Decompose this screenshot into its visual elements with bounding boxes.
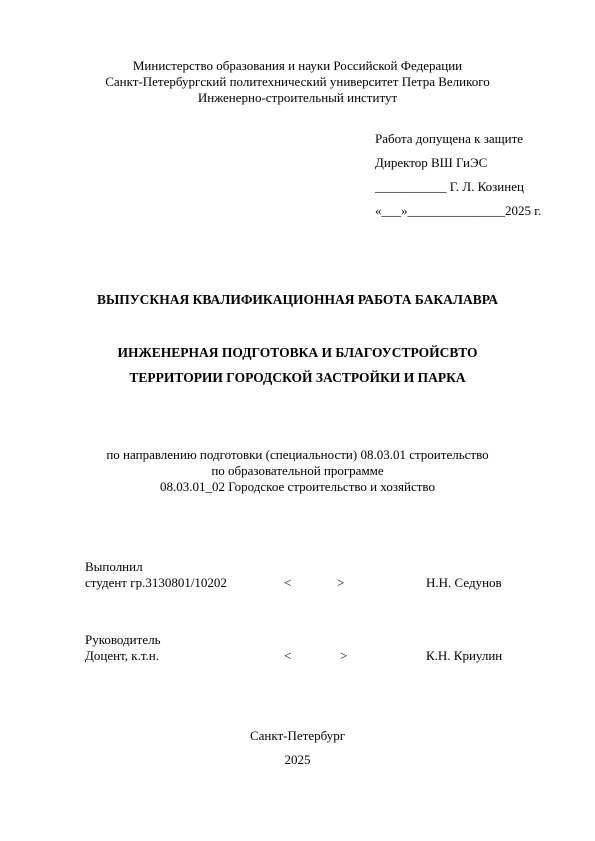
- footer-city: Санкт-Петербург: [249, 728, 346, 743]
- supervisor-signature-open-bracket: <: [284, 648, 292, 663]
- student-signature-open-bracket: <: [284, 575, 292, 590]
- ministry-name: Министерство образования и науки Российской Федерации: [132, 58, 463, 73]
- topic-title-line1: ИНЖЕНЕРНАЯ ПОДГОТОВКА И БЛАГОУСТРОЙСВТО: [117, 345, 478, 360]
- university-name: Санкт-Петербургский политехнический университет Петра Великого: [105, 74, 490, 89]
- supervisor-role: Руководитель: [85, 632, 161, 647]
- direction-line1: по направлению подготовки (специальности) 08.03.01 строительство: [106, 447, 489, 462]
- topic-title-line2: ТЕРРИТОРИИ ГОРОДСКОЙ ЗАСТРОЙКИ И ПАРКА: [129, 370, 466, 385]
- approval-director-title: Директор ВШ ГиЭС: [375, 155, 488, 170]
- approval-admitted: Работа допущена к защите: [375, 131, 524, 146]
- student-signature-close-bracket: >: [337, 575, 345, 590]
- supervisor-position: Доцент, к.т.н.: [85, 648, 159, 663]
- supervisor-signature-close-bracket: >: [340, 648, 348, 663]
- supervisor-name: К.Н. Криулин: [426, 648, 503, 663]
- student-name: Н.Н. Седунов: [426, 575, 502, 590]
- approval-date: «___»_______________2025 г.: [375, 203, 542, 218]
- student-position: студент гр.3130801/10202: [85, 575, 227, 590]
- footer-year: 2025: [284, 752, 311, 767]
- institute-name: Инженерно-строительный институт: [197, 90, 398, 105]
- direction-line3: 08.03.01_02 Городское строительство и хозяйство: [160, 479, 435, 494]
- approval-director-signature: ___________ Г. Л. Козинец: [375, 179, 524, 194]
- student-role: Выполнил: [85, 559, 143, 574]
- work-type-title: ВЫПУСКНАЯ КВАЛИФИКАЦИОННАЯ РАБОТА БАКАЛАВРА: [96, 292, 499, 307]
- direction-line2: по образовательной программе: [211, 463, 384, 478]
